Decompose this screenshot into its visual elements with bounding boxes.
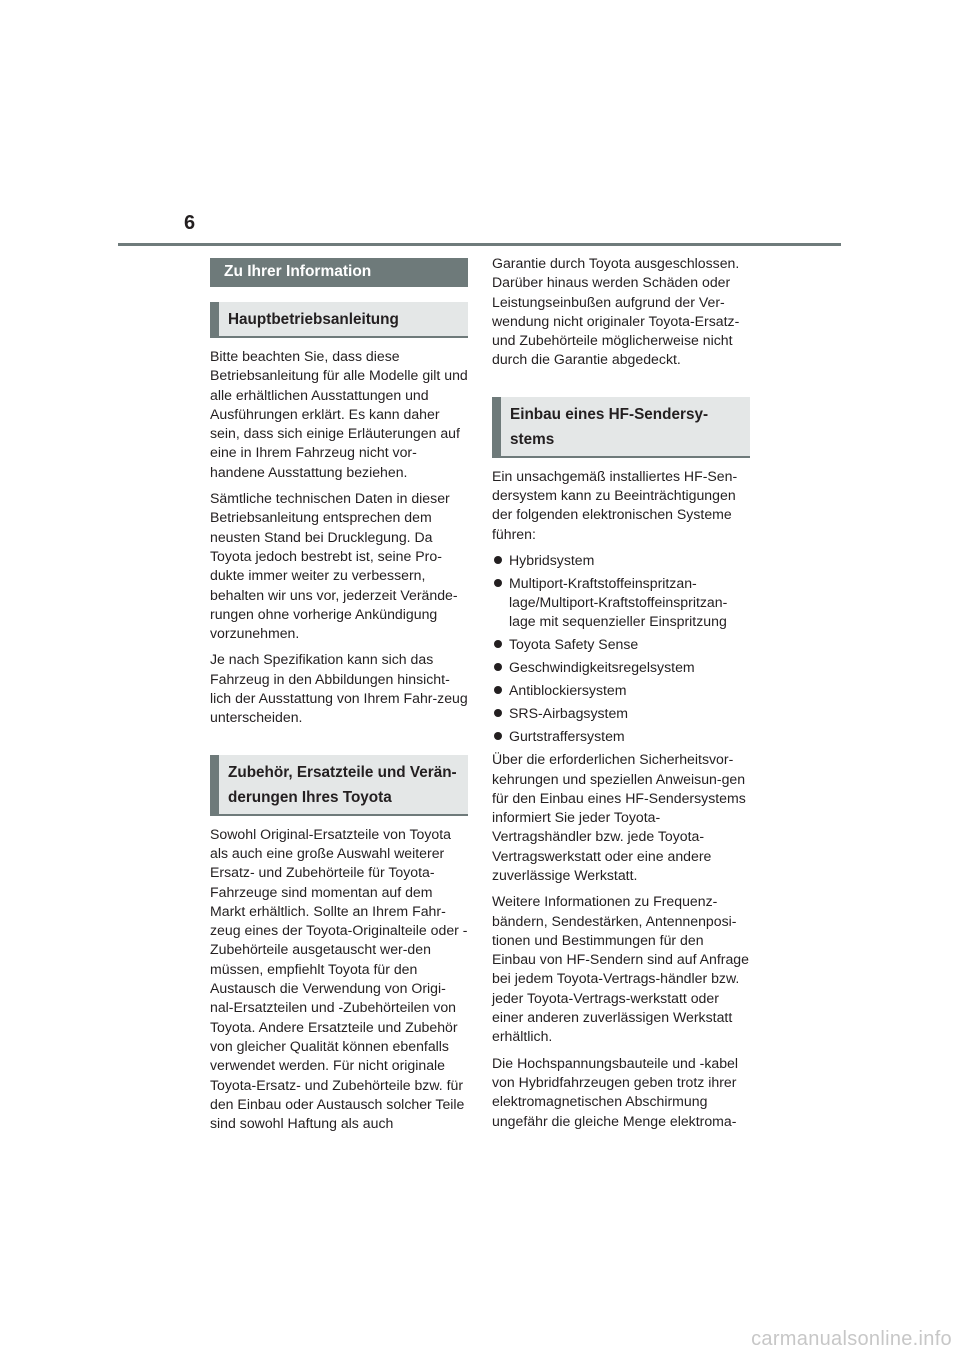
affected-systems-list [492, 551, 750, 746]
section-heading-hauptbetriebsanleitung: Hauptbetriebsanleitung [210, 302, 468, 338]
list-item: Hybridsystem [492, 551, 750, 570]
watermark: carmanualsonline.info [751, 1328, 952, 1350]
paragraph: Über die erforderlichen Sicherheitsvor-kehrungen und speziellen Anweisun-gen für den Einbau eines HF-Sendersystems informiert Sie jeder Toyota-Vertragshändler bzw. jede Toyota-Vertragswerkstatt oder eine andere zuverlässige Werkstatt. [492, 751, 746, 883]
left-column [210, 258, 468, 1140]
list-item: SRS-Airbagsystem [492, 704, 750, 723]
right-column [492, 254, 750, 1138]
paragraph: Bitte beachten Sie, dass diese Betriebsanleitung für alle Modelle gilt und alle erhältlichen Ausstattungen und Ausführungen erklärt. Es kann daher sein, dass sich einige Erläuterungen auf eine in Ihrem Fahrzeug nicht vor-handene Ausstattung beziehen. [210, 348, 468, 480]
list-item: Antiblockiersystem [492, 681, 750, 700]
paragraph: Sämtliche technischen Daten in dieser Betriebsanleitung entsprechen dem neusten Stand bei Drucklegung. Da Toyota jedoch bestrebt ist, seine Pro-dukte immer weiter zu verbessern, behalten wir uns vor, jederzeit Verände-rungen ohne vorherige Ankündigung vorzunehmen. [210, 490, 458, 642]
paragraph: Ein unsachgemäß installiertes HF-Sen-dersystem kann zu Beeinträchtigungen der folgenden elektronischen Systeme führen: [492, 467, 738, 542]
list-item: Geschwindigkeitsregelsystem [492, 658, 750, 677]
paragraph: Sowohl Original-Ersatzteile von Toyota als auch eine große Auswahl weiterer Ersatz- und Zubehörteile für Toyota-Fahrzeuge sind momentan auf dem Markt erhältlich. Sollte an Ihrem Fahr-zeug eines der Toyota-Originalteile oder -Zubehörteile ausgetauscht wer-den müssen, empfiehlt Toyota für den Austausch die Verwendung von Origi-nal-Ersatzteilen und -Zubehörteilen von Toyota. Andere Ersatzteile und Zubehör von gleicher Qualität können ebenfalls verwendet werden. Für nicht originale Toyota-Ersatz- und Zubehörteile bzw. für den Einbau oder Austausch solcher Teile sind sowohl Haftung als auch [210, 825, 468, 1132]
list-item: Gurtstraffersystem [492, 727, 750, 746]
paragraph: Weitere Informationen zu Frequenz-bändern, Sendestärken, Antennenposi-tionen und Bestimmungen für den Einbau von HF-Sendern sind auf Anfrage bei jedem Toyota-Vertrags-händler bzw. jeder Toyota-Vertrags-werkstatt oder einer anderen zuverlässigen Werkstatt erhältlich. [492, 893, 749, 1045]
section-heading-zubehoer: Zubehör, Ersatzteile und Verän-derungen Ihres Toyota [210, 755, 468, 816]
section-heading-hf-sendersystem: Einbau eines HF-Sendersy-stems [492, 397, 750, 458]
list-item: Toyota Safety Sense [492, 635, 750, 654]
paragraph: Die Hochspannungsbauteile und -kabel von Hybridfahrzeugen geben trotz ihrer elektromagnetischen Abschirmung ungefähr die gleiche Menge elektroma- [492, 1054, 739, 1129]
continuation-paragraph: Garantie durch Toyota ausgeschlossen. Darüber hinaus werden Schäden oder Leistungseinbußen aufgrund der Ver-wendung nicht originaler Toyota-Ersatz- und Zubehörteile möglicherweise nicht durch die Garantie abgedeckt. [492, 255, 740, 368]
list-item: Multiport-Kraftstoffeinspritzan-lage/Multiport-Kraftstoffeinspritzan-lage mit sequenzieller Einspritzung [492, 574, 750, 632]
paragraph: Je nach Spezifikation kann sich das Fahrzeug in den Abbildungen hinsicht-lich der Ausstattung von Ihrem Fahr-zeug unterscheiden. [210, 651, 468, 726]
chapter-title: Zu Ihrer Information [210, 258, 468, 287]
page-number: 6 [184, 212, 196, 234]
header-rule [118, 243, 841, 246]
